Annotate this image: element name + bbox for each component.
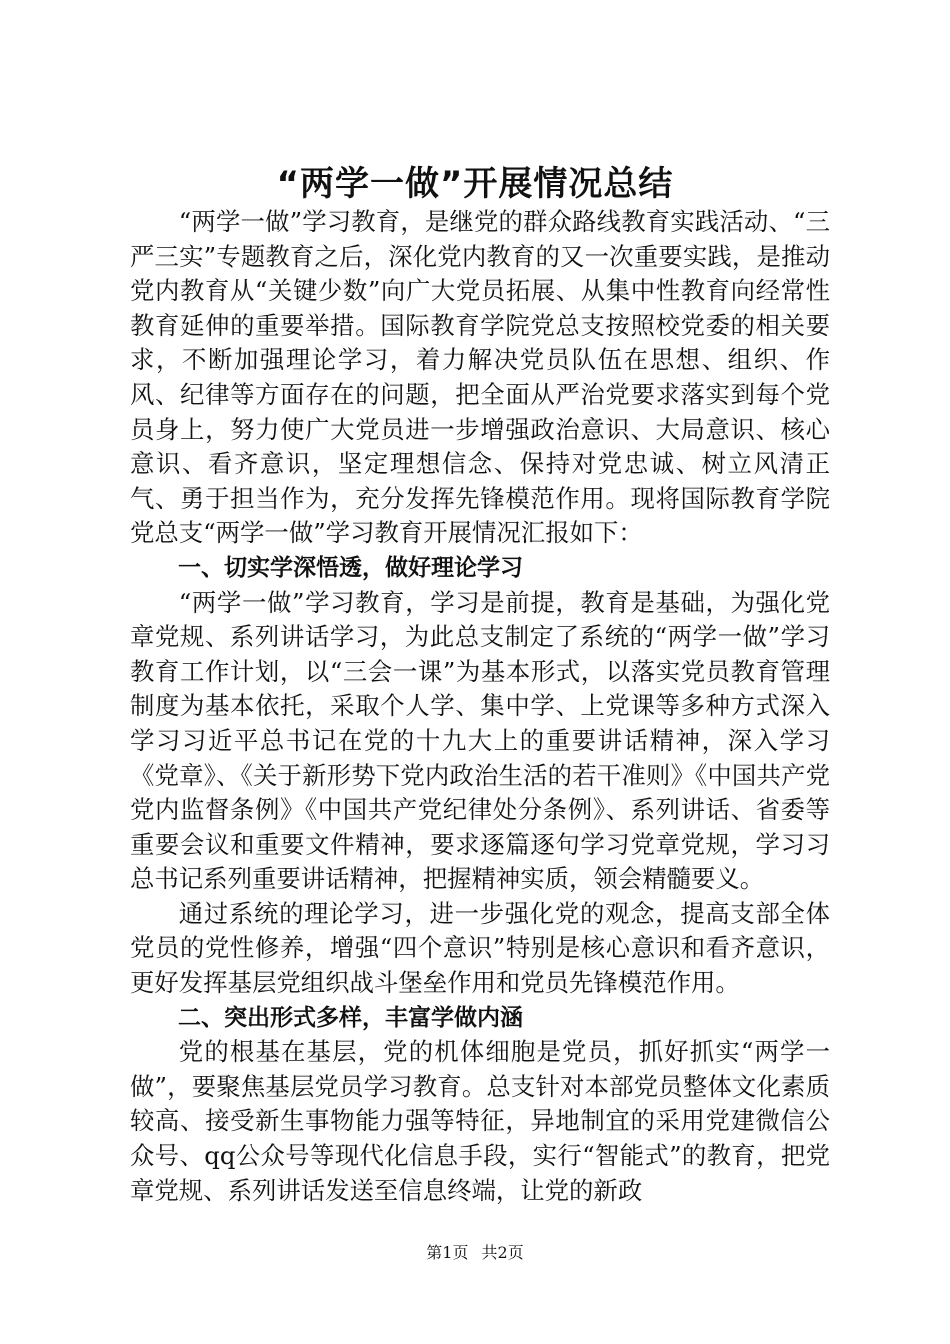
section-heading-1: 一、切实学深悟透，做好理论学习 bbox=[178, 554, 523, 581]
document-body bbox=[130, 205, 830, 1208]
document-title: “两学一做”开展情况总结 bbox=[276, 164, 674, 204]
page-number: 第1页 bbox=[426, 1243, 469, 1262]
intro-paragraph: “两学一做”学习教育，是继党的群众路线教育实践活动、“三严三实”专题教育之后，深化党内教育的又一次重要实践，是推动党内教育从“关键少数”向广大党员拓展、从集中性教育向经常性教育延伸的重要举措。国际教育学院党总支按照校党委的相关要求，不断加强理论学习，着力解决党员队伍在思想、组织、作风、纪律等方面存在的问题，把全面从严治党要求落实到每个党员身上，努力使广大党员进一步增强政治意识、大局意识、核心意识、看齐意识，坚定理想信念、保持对党忠诚、树立风清正气、勇于担当作为，充分发挥先锋模范作用。现将国际教育学院党总支“两学一做”学习教育开展情况汇报如下： bbox=[130, 207, 830, 548]
section1-paragraph-2: 通过系统的理论学习，进一步强化党的观念，提高支部全体党员的党性修养，增强“四个意识”特别是核心意识和看齐意识，更好发挥基层党组织战斗堡垒作用和党员先锋模范作用。 bbox=[130, 898, 830, 998]
section-heading-2: 二、突出形式多样，丰富学做内涵 bbox=[178, 1004, 523, 1031]
section2-paragraph-1: 党的根基在基层，党的机体细胞是党员，抓好抓实“两学一做”，要聚焦基层党员学习教育。总支针对本部党员整体文化素质较高、接受新生事物能力强等特征，异地制宜的采用党建微信公众号、qq公众号等现代化信息手段，实行“智能式”的教育，把党章党规、系列讲话发送至信息终端，让党的新政 bbox=[130, 1037, 830, 1205]
page-footer bbox=[0, 1242, 950, 1264]
page-total: 共2页 bbox=[481, 1243, 524, 1262]
section1-paragraph-1: “两学一做”学习教育，学习是前提，教育是基础，为强化党章党规、系列讲话学习，为此总支制定了系统的“两学一做”学习教育工作计划，以“三会一课”为基本形式，以落实党员教育管理制度为基本依托，采取个人学、集中学、上党课等多种方式深入学习习近平总书记在党的十九大上的重要讲话精神，深入学习《党章》、《关于新形势下党内政治生活的若干准则》《中国共产党党内监督条例》《中国共产党纪律处分条例》、系列讲话、省委等重要会议和重要文件精神，要求逐篇逐句学习党章党规，学习习总书记系列重要讲话精神，把握精神实质，领会精髓要义。 bbox=[130, 587, 830, 894]
